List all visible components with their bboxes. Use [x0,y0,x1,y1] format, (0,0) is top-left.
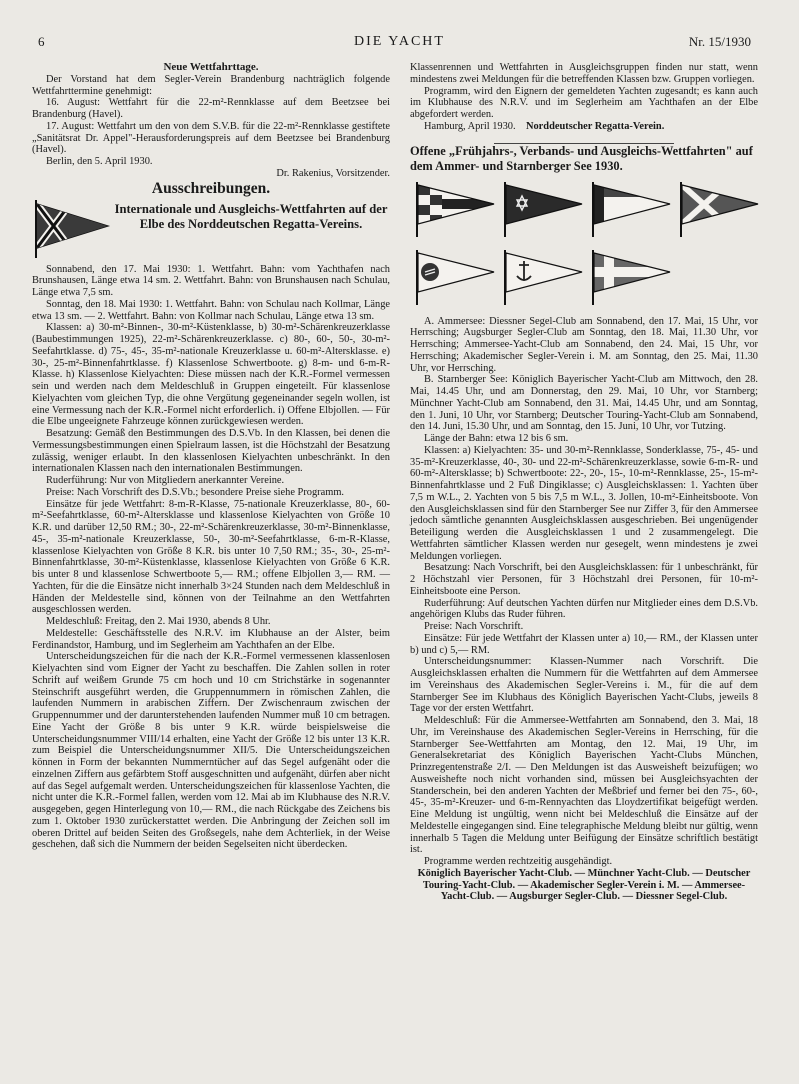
right-para-programm: Programm, wird den Eignern der gemeldeten Yachten zugesandt; es kann auch im Klubhause des N.R.V. und im Seglerheim am Yachthafen an der Elbe abgefordert werden. [410,85,758,120]
ayc-pennant-icon [412,248,498,306]
pennant-3 [588,180,676,238]
left-para-unterscheidungszeichen: Unterscheidungszeichen für die nach der K.R.-Formel vermessenen klassenlosen Kielyachten sind vom Eigner der Yacht zu beschaffen. Die Zahlen sollen in roter Schrift auf weißem Grunde 75 cm hoch und 10 cm Strichstärke in sogenannter Steinschrift ausgeführt werden, die Gruppennummern in römischen Zahlen, die laufenden Nummern in arabischen Ziffern. Der Zwischenraum zwischen der Gruppennummer und der darunterstehenden laufenden Nummer muß 10 cm betragen. Eine Yacht der Größe 8 bis unter 9 K.R. würde beispielsweise die Unterscheidungsnummer VIII/14 erhalten, eine Yacht der Größe 12 bis unter 13 K.R. zum Beispiel die Unterscheidungsnummer XII/5. Die Unterscheidungszeichen können in Form der bekannten Nummerntücher auf das Segel aufgenäht oder die einzelnen Ziffern aus gefärbtem Stoff ausgeschnitten und aufgenäht, dürfen aber nicht auf das Segel aufgemalt werden. Unterscheidungszeichen für klassenlose Yachten, die nicht unter die K.R.-Formel fallen, werden vom 12. Mai ab im Klubhause des N.R.V. ausgegeben, gegen Hinterlegung von 10,— RM., die nach Rückgabe des Zeichens bis zum 1. Oktober 1930 zurückerstattet werden. Die Anbringung der Zeichen soll im oberen Drittel auf beiden Seiten des Großsegels, nahe dem Achterliek, in der Weise geschehen, daß sich die Nummern der beiden Segelseiten nicht überdecken. [32,651,390,851]
right-para-klassen: Klassen: a) Kielyachten: 35- und 30-m²-Rennklasse, Sonderklasse, 75-, 45- und 35-m²-Kreuzerklasse, 40-, 30- und 22-m²-Schärenkreuzerklasse, sowie 6-m-R- und 60-m²-Altersklasse; b) Schwertboote: 22-, 20-, 15-, 10-m²-Rennklasse, 25-, 15-m²-Binnenfahrtklasse und 2 Fuß Dingiklasse; c) Ausgleichsklassen: 1. Yachten über 7,5 m W.L., 2. Yachten von 5 bis 7,5 m W.L., 3. Jollen, 10-m²-Einheitsboote. Von den Ausgleichsklassen sind für den Starnberger See nur Ziffer 3, für den Ammersee jedoch sämtliche genannten Ausgleichsklassen ausgeschrieben. Bei ungenügender Beteiligung werden die Ausgleichsklassen 1 und 2 zusammengelegt. Die Wettfahrten sämtlicher Klassen werden nur gesegelt, wenn mindestens je zwei Meldungen vorliegen. [410,444,758,562]
right-signature-line [410,121,758,133]
nrv-section-header [32,198,390,260]
left-para-sonnabend: Sonnabend, den 17. Mai 1930: 1. Wettfahrt. Bahn: vom Yachthafen nach Brunshausen, Länge etwa 14 sm. 2. Wettfahrt. Bahn: von Brunshausen nach Schulau, Länge etwa 7,5 sm. [32,263,390,298]
ausschreibungen-heading: Ausschreibungen. [151,179,271,197]
pennant-2 [500,180,588,238]
left-para-klassen: Klassen: a) 30-m²-Binnen-, 30-m²-Küstenklasse, b) 30-m²-Schärenkreuzerklasse (Baubestimmungen 1925), 22-m²-Schärenkreuzerklasse. c) 80-, 60-, 50-, 30-m²-Seefahrtklasse. d) 75-, 45-, 35-m²-nationale Kreuzerklasse u. 60-m²-Altersklasse. e) 30-, 25-m²-Binnenfahrtklasse. f) Klassenlose Schwertboote. g) 8-m- und 6-m-R-Klasse. h) Klassenlose Kielyachten: Diese müssen nach der K.R.-Formel vermessen sein und werden nach dem Meldeschluß in Gruppen eingeteilt. Für klassenlose Kielyachten vom gleichen Typ, die ohne Vergütung gegeneinander segeln wollen, ist eine Vermessung nach der K.R.-Formel nicht erforderlich. i) Offene Elbjollen. — Für die Elbe ungeeignete Fahrzeuge können zurückgewiesen werden. [32,322,390,428]
myc-pennant-icon [500,180,586,238]
page-header [0,34,799,54]
page-number: 6 [38,34,45,49]
neue-signature: Dr. Rakenius, Vorsitzender. [276,167,390,179]
nrv-section-title: Internationale und Ausgleichs-Wettfahrten auf der Elbe des Norddeutschen Regatta-Vereins. [114,201,388,231]
right-para-unterscheidungsnummer: Unterscheidungsnummer: Klassen-Nummer nach Vorschrift. Die Ausgleichsklassen erhalten die Nummern für die Wettfahrten auf dem Ammersee im Vereinshaus des Akademischen Segler-Vereins i. M., für die auf dem Starnberger See im Klubhaus des Königlich Bayerischen Yacht-Clubs, jeweils 8 Tage vor der ersten Wettfahrt. [410,656,758,715]
offene-wettfahrten-heading: Offene „Frühjahrs-, Verbands- und Ausgleichs-Wettfahrten" auf dem Ammer- und Starnberger See 1930. [410,143,753,173]
club-signatures: Königlich Bayerischer Yacht-Club. — Münchner Yacht-Club. — Deutscher Touring-Yacht-Club. — Akademischer Segler-Verein i. M. — Ammersee-Yacht-Club. — Augsburger Segler-Club. — Diessner Segel-Club. [417,867,751,903]
left-column [32,62,390,851]
pennant-7 [588,248,676,306]
left-para-einsaetze: Einsätze für jede Wettfahrt: 8-m-R-Klasse, 75-nationale Kreuzerklasse, 80-, 60-m²-Seefahrtklasse, 60-m²-Altersklasse und klassenlose Kielyachten von Größe 10 K.R. und darüber 12,50 RM.; 30-, 22-m²-Schärenkreuzerklasse, 30-m²-Binnenklasse, 45-, 35-m²-nationale Kreuzerklasse, 50-, 30-m²-Seefahrtklasse, 6-m-R-Klasse, klassenlose Kielyachten von Größe 8 K.R. bis unter 10 7,50 RM.; 35-, 30-, 25-m²-Binnenfahrtklasse, 30-m²-Küstenklasse, klassenlose Kielyachten von Größe 6 K.R. bis unter 8 und klassenlose Schwertboote 5,— RM.; offene Elbjollen 3,— RM. — Yachten, für die die Einsätze nicht innerhalb 3×24 Stunden nach dem Meldeschluß in Händen der Meldestelle sind, können von der Teilnahme an den Wettfahrten ausgeschlossen werden. [32,498,390,616]
asc-pennant-icon [500,248,586,306]
pennant-1 [412,180,500,238]
hamburg-date: Hamburg, April 1930. [424,120,516,132]
right-para-klassenrennen: Klassenrennen und Wettfahrten in Ausgleichsgruppen finden nur statt, wenn mindestens zwei Meldungen für die betreffenden Klassen bzw. Gruppen vorliegen. [410,62,758,85]
left-para-ruderfuehrung: Ruderführung: Nur von Mitgliedern anerkannter Vereine. [46,475,285,486]
right-para-ammersee: A. Ammersee: Diessner Segel-Club am Sonnabend, den 17. Mai, 15 Uhr, vor Herrsching; Augsburger Segler-Club am Sonntag, den 18. Mai, 11.30 Uhr, vor Herrsching; Ammersee-Yacht-Club am Sonnabend, den 24. Mai, 15 Uhr, vor Herrsching; Akademischer Segler-Verein i. M. am Sonntag, den 25. Mai, 11.30 Uhr, vor Herrsching. [410,315,758,374]
left-para-sonntag: Sonntag, den 18. Mai 1930: 1. Wettfahrt. Bahn: von Schulau nach Kollmar, Länge etwa 13 sm. — 2. Wettfahrt. Bahn: von Kollmar nach Schulau, Länge etwa 13 sm. [32,298,390,322]
pennant-5 [412,248,500,306]
right-para-programme: Programme werden rechtzeitig ausgehändigt. [424,856,613,867]
right-para-preise: Preise: Nach Vorschrift. [424,621,524,632]
asv-pennant-icon [676,180,762,238]
right-para-ruderfuehrung: Ruderführung: Auf deutschen Yachten dürfen nur Mitglieder eines dem D.S.Vb. angehörigen Klubs das Ruder führen. [410,597,758,621]
pennant-4 [676,180,764,238]
nrv-pennant-icon [32,198,112,260]
right-para-starnberger: B. Starnberger See: Königlich Bayerischer Yacht-Club am Mittwoch, den 28. Mai, 14.45 Uhr, und am Donnerstag, den 29. Mai, 10 Uhr, vor Starnberg; Münchner Yacht-Club am Sonnabend, den 31. Mai, 14.45 Uhr, und am Sonntag, den 1. Juni, 10 Uhr, vor Starnberg; Deutscher Touring-Yacht-Club am Sonnabend, den 14. Juni, 15.30 Uhr, und am Sonntag, den 15. Juni, 10 Uhr, vor Tutzing. [410,374,758,433]
pennant-8 [676,248,764,306]
issue-number: Nr. 15/1930 [688,34,751,49]
neue-para-4: Berlin, den 5. April 1930. [46,156,153,167]
neue-para-3: 17. August: Wettfahrt um den von dem S.V.B. für die 22-m²-Rennklasse gestiftete „Sanitätsrat Dr. Appel"-Herausforderungspreis auf dem Beetzsee bei Brandenburg (Havel). [32,120,390,156]
kbyc-pennant-icon [412,180,498,238]
left-para-besatzung: Besatzung: Gemäß den Bestimmungen des D.S.Vb. In den Klassen, bei denen die Vermessungsbestimmungen einen Spielraum lassen, ist die Höchstzahl der Besatzung zulässig, weniger erlaubt. In den klassenlosen Kielyachten unbeschränkt. In den internationalen Klassen nach den internationalen Bestimmungen. [32,428,390,475]
club-pennants [412,180,758,306]
right-column [410,62,758,903]
right-para-meldeschluss: Meldeschluß: Für die Ammersee-Wettfahrten am Sonnabend, den 3. Mai, 18 Uhr, im Vereinshause des Akademischen Segler-Vereins in Herrsching, für die Starnberger See-Wettfahrten am Montag, den 12. Mai, 19 Uhr, im Generalsekretariat des Königlich Bayerischen Yacht-Clubs München, Prinzregentenstraße 2/I. — Den Meldungen ist das Ausweisheft beizufügen; wo Ausweishefte noch nicht vorhanden sind, müssen bei Ausgleichsyachten der Standerschein, bei den anderen Yachten der Meßbrief und ferner bei den 75-, 60-, 45-, 35-m²-Kreuzer- und 6-m-Rennyachten das Lloydzertifikat beigefügt werden. Eine Meldung ist ungültig, wenn nicht bei Meldeschluß die Einsätze auf der Meldestelle eingegangen sind. Eine telegraphische Meldung bleibt nur gültig, wenn innerhalb 5 Tagen die Meldung unter Beifügung der Einsätze schriftlich bestätigt ist. [410,715,758,856]
left-para-preise: Preise: Nach Vorschrift des D.S.Vb.; besondere Preise siehe Programm. [46,486,344,498]
nrv-signature: Norddeutscher Regatta-Verein. [525,120,665,132]
journal-title: DIE YACHT [354,34,445,49]
pennant-6 [500,248,588,306]
left-para-meldeschluss: Meldeschluß: Freitag, den 2. Mai 1930, abends 8 Uhr. [46,616,271,627]
neue-para-2: 16. August: Wettfahrt für die 22-m²-Rennklasse auf dem Beetzsee bei Brandenburg (Havel). [32,97,390,120]
dtyc-pennant-icon [588,180,674,238]
right-para-laenge: Länge der Bahn: etwa 12 bis 6 sm. [424,433,569,444]
right-para-besatzung: Besatzung: Nach Vorschrift, bei den Ausgleichsklassen: für 1 unbeschränkt, für 2 Höchstzahl vier Personen, für 3 Höchstzahl drei Personen, für 10-m²-Einheitsboote eine Person. [410,562,758,597]
left-para-meldestelle: Meldestelle: Geschäftsstelle des N.R.V. im Klubhause an der Alster, beim Ferdinandstor, Hamburg, und im Seglerheim am Yachthafen an der Elbe. [32,627,390,651]
right-para-einsaetze: Einsätze: Für jede Wettfahrt der Klassen unter a) 10,— RM., der Klassen unter b) und c) 5,— RM. [410,632,758,656]
neue-para-1: Der Vorstand hat dem Segler-Verein Brandenburg nachträglich folgende Wettfahrttermine genehmigt: [32,73,390,97]
dsc-pennant-icon [588,248,674,306]
neue-wettfahrttage-heading: Neue Wettfahrttage. [163,61,259,73]
